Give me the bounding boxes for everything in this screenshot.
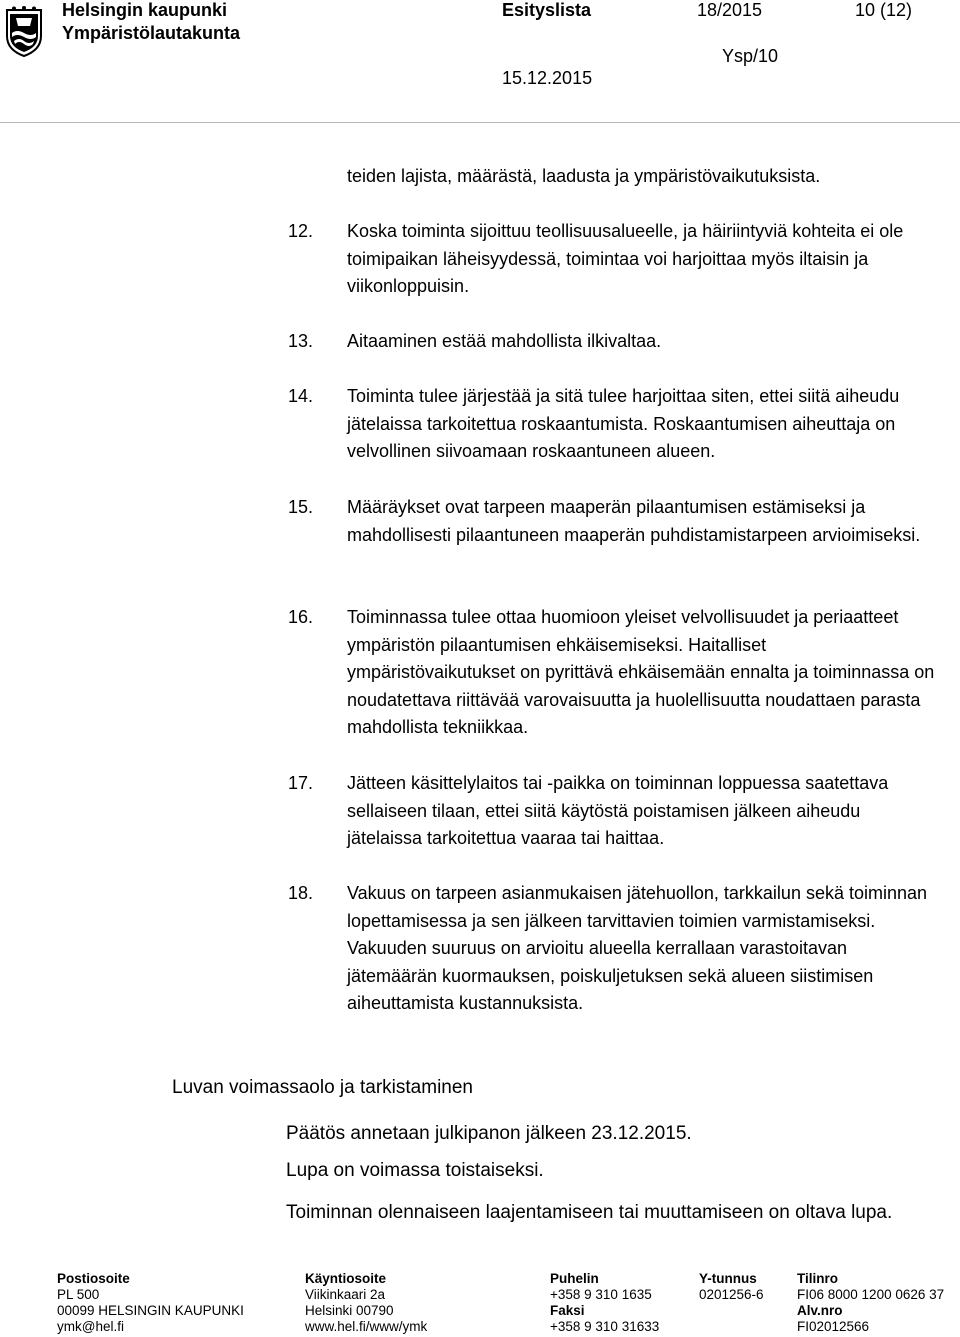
footer-web-link[interactable]: www.hel.fi/www/ymk [305, 1319, 428, 1334]
footer-email-link[interactable]: ymk@hel.fi [57, 1319, 124, 1334]
org-name: Helsingin kaupunki [62, 0, 228, 20]
section-paragraph: Lupa on voimassa toistaiseksi. [286, 1160, 544, 1181]
footer-label: Postiosoite [57, 1271, 130, 1286]
footer-business-id [699, 1271, 764, 1303]
footer-label: Alv.nro [797, 1303, 843, 1318]
footer-label: Käyntiosoite [305, 1271, 387, 1286]
item-reference: Ysp/10 [722, 46, 779, 66]
footer-label: Puhelin [550, 1271, 599, 1286]
footer-value: Viikinkaari 2a [305, 1287, 386, 1302]
page-number: 10 (12) [855, 0, 913, 20]
footer-value: Helsinki 00790 [305, 1303, 394, 1318]
footer-account [797, 1271, 944, 1335]
item-text: Koska toiminta sijoittuu teollisuusalueelle, ja häiriintyviä kohteita ei ole toimipaikan läheisyydessä, toimintaa voi harjoittaa myös iltaisin ja viikonloppuisin. [347, 221, 904, 296]
footer-label: Faksi [550, 1303, 585, 1318]
footer-value: +358 9 310 1635 [550, 1287, 652, 1302]
footer-value: PL 500 [57, 1287, 100, 1302]
item-text: Toiminnassa tulee ottaa huomioon yleiset velvollisuudet ja periaatteet ympäristön pilaantumisen ehkäisemiseksi. Haitalliset ympäristövaikutukset on pyrittävä ehkäisemään ennalta ja toiminnassa on noudatettava riittävää varovaisuutta ja huolellisuutta noudattaen parasta mahdollista tekniikkaa. [347, 607, 935, 737]
section-paragraph: Toiminnan olennaiseen laajentamiseen tai muuttamiseen on oltava lupa. [286, 1202, 893, 1223]
meeting-number: 18/2015 [697, 0, 763, 20]
footer-label: Tilinro [797, 1271, 839, 1286]
footer-postal-address [57, 1271, 244, 1335]
item-number: 16. [288, 607, 314, 627]
item-number: 15. [288, 497, 314, 517]
footer-value: 0201256-6 [699, 1287, 764, 1302]
committee-name: Ympäristölautakunta [62, 23, 241, 43]
item-text: Jätteen käsittelylaitos tai -paikka on toiminnan loppuessa saatettava sellaiseen tilaan, ettei siitä käytöstä poistamisen jälkeen aiheudu jätelaissa tarkoitettua vaaraa tai haittaa. [347, 773, 889, 848]
footer-value: FI06 8000 1200 0626 37 [797, 1287, 945, 1302]
item-text: Määräykset ovat tarpeen maaperän pilaantumisen estämiseksi ja mahdollisesti pilaantuneen maaperän puhdistamistarpeen arvioimiseksi. [347, 497, 921, 545]
footer-value: FI02012566 [797, 1319, 870, 1334]
item-number: 18. [288, 883, 314, 903]
meeting-date: 15.12.2015 [502, 68, 593, 88]
footer-phone [550, 1271, 659, 1335]
footer-value: +358 9 310 31633 [550, 1319, 660, 1334]
section-paragraph: Päätös annetaan julkipanon jälkeen 23.12.2015. [286, 1123, 692, 1144]
item-number: 17. [288, 773, 314, 793]
item-number: 13. [288, 331, 314, 351]
doc-type: Esityslista [502, 0, 592, 20]
item-text: Toiminta tulee järjestää ja sitä tulee harjoittaa siten, ettei siitä aiheudu jätelaissa tarkoitettua roskaantumista. Roskaantumisen aiheuttaja on velvollinen siivoamaan roskaantuneen alueen. [347, 386, 900, 461]
item-number: 14. [288, 386, 314, 406]
footer-visit-address [305, 1271, 427, 1335]
coat-of-arms-logo [4, 6, 44, 58]
item-number: 12. [288, 221, 314, 241]
item-text: Aitaaminen estää mahdollista ilkivaltaa. [347, 331, 662, 351]
intro-line: teiden lajista, määrästä, laadusta ja ympäristövaikutuksista. [347, 166, 821, 186]
section-heading: Luvan voimassaolo ja tarkistaminen [172, 1077, 473, 1098]
footer-label: Y-tunnus [699, 1271, 757, 1286]
header-divider [0, 122, 960, 123]
item-text: Vakuus on tarpeen asianmukaisen jätehuollon, tarkkailun sekä toiminnan lopettamisessa ja sen jälkeen tarvittavien toimien varmistamiseksi. Vakuuden suuruus on arvioitu alueella kerrallaan varastoitavan jätemäärän kuormauksen, poiskuljetuksen sekä alueen siistimisen aiheuttamista kustannuksista. [347, 883, 928, 1013]
footer-value: 00099 HELSINGIN KAUPUNKI [57, 1303, 244, 1318]
